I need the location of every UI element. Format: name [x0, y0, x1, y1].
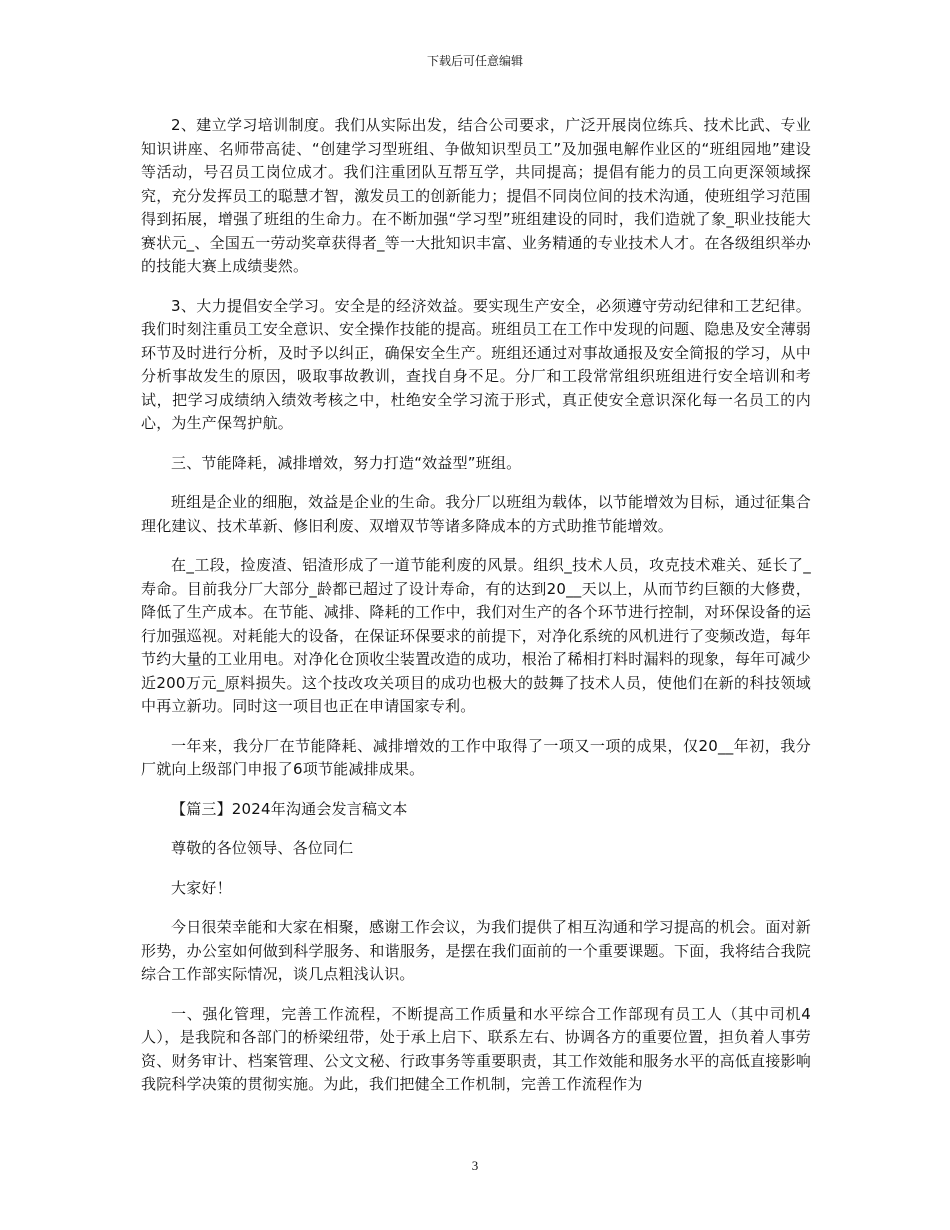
- paragraph-safety-learning: 3、大力提倡安全学习。安全是的经济效益。要实现生产安全，必须遵守劳动纪律和工艺纪律。我们时刻注重员工安全意识、安全操作技能的提高。班组员工在工作中发现的问题、隐患及安全薄弱环节及时进行分析，及时予以纠正，确保安全生产。班组还通过对事故通报及安全简报的学习，从中分析事故发生的原因，吸取事故教训，查找自身不足。分厂和工段常常组织班组进行安全培训和考试，把学习成绩纳入绩效考核之中，杜绝安全学习流于形式，真正使安全意识深化每一名员工的内心，为生产保驾护航。: [141, 296, 811, 432]
- salutation: 尊敬的各位领导、各位同仁: [171, 839, 354, 857]
- paragraph-annual-results: 一年来，我分厂在节能降耗、减排增效的工作中取得了一项又一项的成果，仅20__年初，我分厂就向上级部门申报了6项节能减排成果。: [141, 736, 811, 778]
- greeting: 大家好！: [171, 878, 232, 897]
- page-body: [141, 114, 811, 1113]
- paragraph-team-efficiency: 班组是企业的细胞，效益是企业的生命。我分厂以班组为载体，以节能增效为目标，通过征集合理化建议、技术革新、修旧利废、双增双节等诸多降成本的方式助推节能增效。: [141, 493, 811, 535]
- paragraph-workshop-savings: 在_工段，捡废渣、铝渣形成了一道节能利废的风景。组织_技术人员，攻克技术难关、延长了_寿命。目前我分厂大部分_龄都已超过了设计寿命，有的达到20__天以上，从而节约巨额的大修费，降低了生产成本。在节能、减排、降耗的工作中，我们对生产的各个环节进行控制，对环保设备的运行加强巡视。对耗能大的设备，在保证环保要求的前提下，对净化系统的风机进行了变频改造，每年节约大量的工业用电。对净化仓顶收尘装置改造的成功，根治了稀相打料时漏料的现象，每年可减少近200万元_原料损失。这个技改攻关项目的成功也极大的鼓舞了技术人员，使他们在新的科技领域中再立新功。同时这一项目也正在申请国家专利。: [141, 556, 811, 715]
- page-number: 3: [471, 1158, 479, 1173]
- paragraph-introduction: 今日很荣幸能和大家在相聚，感谢工作会议，为我们提供了相互沟通和学习提高的机会。面对新形势，办公室如何做到科学服务、和谐服务，是摆在我们面前的一个重要课题。下面，我将结合我院综合工作部实际情况，谈几点粗浅认识。: [141, 918, 811, 983]
- section-heading-energy-saving: 三、节能降耗，减排增效，努力打造“效益型”班组。: [171, 453, 522, 472]
- page-header: 下载后可任意编辑: [426, 54, 523, 68]
- paragraph-training-system: 2、建立学习培训制度。我们从实际出发，结合公司要求，广泛开展岗位练兵、技术比武、专业知识讲座、名师带高徒、“创建学习型班组、争做知识型员工”及加强电解作业区的“班组园地”建设等活动，号召员工岗位成才。我们注重团队互帮互学，共同提高；提倡有能力的员工向更深领域探究，充分发挥员工的聪慧才智，激发员工的创新能力；提倡不同岗位间的技术沟通，使班组学习范围得到拓展，增强了班组的生命力。在不断加强“学习型”班组建设的同时，我们造就了象_职业技能大赛状元_、全国五一劳动奖章获得者_等一大批知识丰富、业务精通的专业技术人才。在各级组织举办的技能大赛上成绩斐然。: [141, 116, 811, 275]
- article-title: 【篇三】2024年沟通会发言稿文本: [171, 799, 408, 818]
- paragraph-management: 一、强化管理，完善工作流程，不断提高工作质量和水平综合工作部现有员工人（其中司机4人），是我院和各部门的桥梁纽带，处于承上启下、联系左右、协调各方的重要位置，担负着人事劳资、财务审计、档案管理、公文文秘、行政事务等重要职责，其工作效能和服务水平的高低直接影响我院科学决策的贯彻实施。为此，我们把健全工作机制，完善工作流程作为: [141, 1004, 811, 1093]
